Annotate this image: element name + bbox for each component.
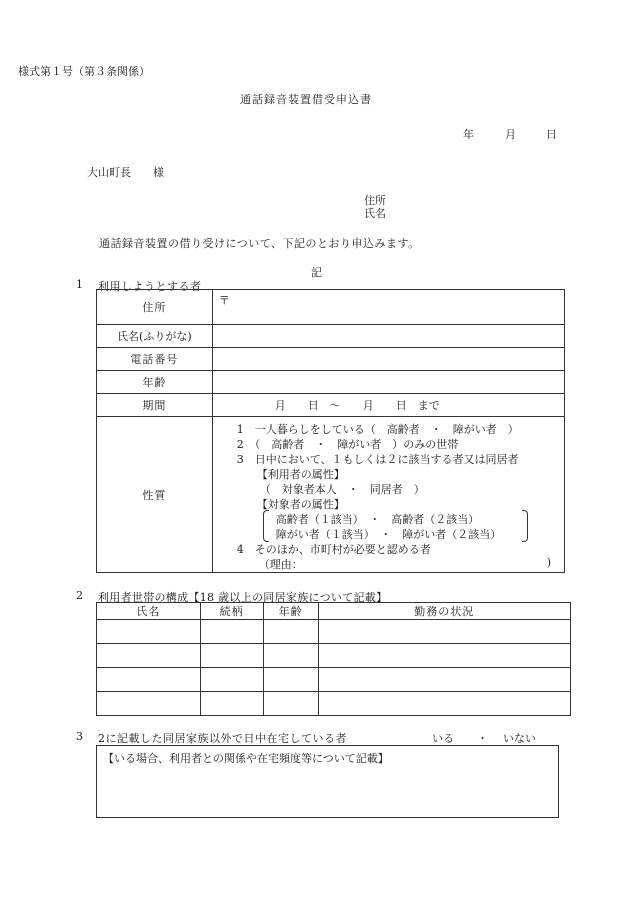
target-attribute-disabled[interactable]: 障がい者（１該当） ・ 障がい者（２該当） [275,528,502,541]
choice-yes[interactable]: いる [432,732,454,745]
household-work-cell[interactable] [318,692,570,716]
nature-option-4[interactable]: 4 そのほか、市町村が必要と認める者 [236,543,431,556]
household-age-cell[interactable] [263,668,318,692]
section3-number: 3 [76,730,83,743]
bracket-right [522,510,528,542]
name-label: 氏名(ふりがな) [117,330,192,343]
period-field[interactable] [212,394,564,417]
household-age-cell[interactable] [263,620,318,644]
addressee: 大山町長 様 [87,166,164,179]
household-work-cell[interactable] [318,644,570,668]
reason-close-paren: ) [546,556,552,569]
bracket-left [263,510,269,542]
user-attribute-options[interactable]: （ 対象者本人 ・ 同居者 ） [259,483,425,496]
household-work-cell[interactable] [318,620,570,644]
phone-label: 電話番号 [130,353,179,366]
age-field[interactable] [212,371,564,394]
household-relation-cell[interactable] [200,620,263,644]
applicant-address-label: 住所 [364,194,386,207]
name-label-cell [97,325,213,348]
date-month-label: 月 [505,128,516,141]
age-label-cell [97,371,213,394]
household-relation-cell[interactable] [200,692,263,716]
household-work-cell[interactable] [318,668,570,692]
household-age-cell[interactable] [263,692,318,716]
section1-number: 1 [76,278,83,291]
date-year-label: 年 [463,128,474,141]
intro-text: 通話録音装置の借り受けについて、下記のとおり申込みます。 [99,237,420,250]
section2-heading: 利用者世帯の構成【18 歳以上の同居家族について記載】 [98,591,388,604]
choice-separator: ・ [477,732,488,745]
household-name-cell[interactable] [97,620,201,644]
period-label: 期間 [142,399,167,412]
household-relation-cell[interactable] [200,668,263,692]
address-label-cell [97,290,213,325]
col-header-relation: 続柄 [200,603,263,620]
household-name-cell[interactable] [97,668,201,692]
nature-field [212,417,564,573]
section2-number: 2 [76,589,83,602]
target-attribute-elderly[interactable]: 高齢者（１該当） ・ 高齢者（２該当） [275,513,480,526]
name-field[interactable] [212,325,564,348]
address-field[interactable] [212,290,564,325]
choice-no[interactable]: いない [503,732,536,745]
ki-marker: 記 [311,266,322,279]
household-relation-cell[interactable] [200,644,263,668]
reason-label: （理由： [258,558,303,571]
table-row [97,620,571,644]
table-row [97,668,571,692]
nature-label: 性質 [142,488,167,502]
section1-heading: 利用しようとする者 [98,280,202,293]
household-name-cell[interactable] [97,692,201,716]
table-row [97,644,571,668]
nature-option-1[interactable]: 1 一人暮らしをしている（ 高齢者 ・ 障がい者 ） [236,423,519,436]
form-title: 通話録音装置借受申込書 [240,93,372,106]
household-table [96,602,571,716]
address-label: 住所 [142,301,167,314]
age-label: 年齢 [142,376,167,389]
period-text: 月 日 ～ 月 日 まで [274,399,440,412]
period-label-cell [97,394,213,417]
nature-options [213,417,566,573]
col-header-age: 年齢 [263,603,318,620]
household-age-cell[interactable] [263,644,318,668]
phone-field[interactable] [212,348,564,371]
col-header-work: 勤務の状況 [318,603,570,620]
phone-label-cell [97,348,213,371]
section3-detail-box[interactable] [96,745,559,818]
nature-option-2[interactable]: 2 （ 高齢者 ・ 障がい者 ）のみの世帯 [236,438,459,451]
table-row [97,692,571,716]
user-attribute-heading: 【利用者の属性】 [256,468,345,481]
target-attribute-heading: 【対象者の属性】 [256,498,345,511]
date-day-label: 日 [546,128,557,141]
postal-mark: 〒 [218,294,230,307]
household-name-cell[interactable] [97,644,201,668]
user-info-table [96,289,565,573]
nature-option-3[interactable]: 3 日中において、１もしくは２に該当する者又は同居者 [236,453,519,466]
nature-label-cell [97,417,213,573]
col-header-name: 氏名 [97,603,201,620]
applicant-name-label: 氏名 [364,207,386,220]
form-number: 様式第１号（第３条関係） [18,65,150,78]
section3-box-label: 【いる場合、利用者との関係や在宅頻度等について記載】 [103,752,389,765]
section3-heading: 2に記載した同居家族以外で日中在宅している者 [98,732,347,745]
